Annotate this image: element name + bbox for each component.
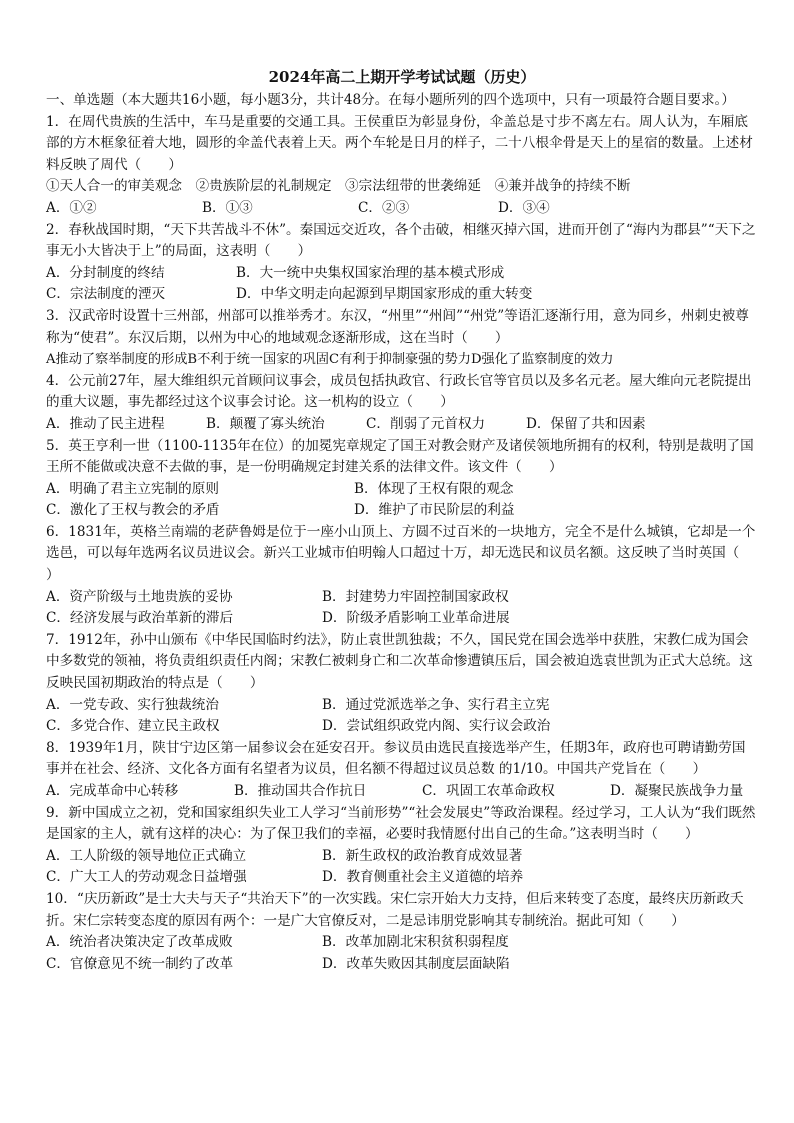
options-row [46,932,758,954]
options-row [46,284,758,306]
options-row [46,479,758,501]
options-row [46,608,758,630]
option-c[interactable]: C．经济发展与政治革新的滞后 [46,610,234,627]
question-stem: 3．汉武帝时设置十三州部，州部可以推举秀才。东汉，“州里”“州闾”“州党”等语汇逐渐行用，意为同乡，州刺史被尊称为“使君”。东汉后期，以州为中心的地域观念逐渐形成，这在当时（ ） [46,307,749,346]
options-row [46,500,758,522]
option-d[interactable]: D．教育侧重社会主义道德的培养 [322,869,524,886]
question-7 [46,630,758,738]
option-c[interactable]: C．官僚意见不统一制约了改革 [46,955,234,972]
option-b[interactable]: B．封建势力牢固控制国家政权 [322,588,509,605]
option-a[interactable]: A．①② [46,199,97,216]
options-row [46,695,758,717]
option-b[interactable]: B．体现了王权有限的观念 [354,480,514,497]
options-row [46,716,758,738]
option-c[interactable]: C．宗法制度的湮灭 [46,286,166,303]
option-a[interactable]: A．完成革命中心转移 [46,783,179,799]
options-row [46,263,758,285]
options-row [46,414,758,436]
option-d[interactable]: D．尝试组织政党内阁、实行议会政治 [322,718,551,735]
question-6 [46,522,767,630]
options-row [46,781,758,803]
option-d[interactable]: D．阶级矛盾影响工业革命进展 [322,610,510,627]
question-stem: 6．1831年，英格兰南端的老萨鲁姆是位于一座小山顶上、方圆不过百米的一块地方，完全不是什么城镇，它却是一个选邑，可以每年选两名议员进议会。新兴工业城市伯明翰人口超过十万，却无选民和议员名额。这反映了当时英国（ ） [46,523,767,584]
option-a[interactable]: A．一党专政、实行独裁统治 [46,696,219,713]
question-stem: 4．公元前27年，屋大维组织元首顾问议事会，成员包括执政官、行政长官等官员以及多名元老。屋大维向元老院提出的重大议题，事先都经过这个议事会讨论。这一机构的设立（ ） [46,372,752,411]
option-b[interactable]: B．改革加剧北宋积贫积弱程度 [322,934,509,951]
question-stem: 2．春秋战国时期，“天下共苦战斗不休”。秦国远交近攻，各个击破，相继灭掉六国，进而开创了“海内为郡县”“天下之事无小大皆决于上”的局面，这表明（ ） [46,221,756,260]
option-d[interactable]: D．改革失败因其制度层面缺陷 [322,955,510,972]
option-c[interactable]: C．②③ [358,199,410,216]
option-d[interactable]: D强化了监察制度的效力 [470,352,614,368]
question-stem: 8．1939年1月，陕甘宁边区第一届参议会在延安召开。参议员由选民直接选举产生，任期3年，政府也可聘请勤劳国事并在社会、经济、文化各方面有名望者为议员，但名额不得超过议员总数 的1/10。中国共产党旨在（ ） [46,739,746,778]
question-1 [46,112,758,220]
option-b[interactable]: B．推动国共合作抗日 [234,783,367,799]
question-8 [46,738,758,803]
option-a[interactable]: A．推动了民主进程 [46,415,165,432]
options-row [46,867,758,889]
option-a[interactable]: A．明确了君主立宪制的原则 [46,480,219,497]
option-b[interactable]: B．大一统中央集权国家治理的基本模式形成 [236,264,505,281]
option-c[interactable]: C有利于抑制豪强的势力 [328,352,471,368]
question-stem: 7．1912年，孙中山颁布《中华民国临时约法》，防止袁世凯独裁；不久，国民党在国会选举中获胜，宋教仁成为国会中多数党的领袖，将负责组织责任内阁；宋教仁被刺身亡和二次革命惨遭镇压后，国会被迫选袁世凯为正式大总统。这反映民国初期政治的特点是（ ） [46,631,753,692]
option-a[interactable]: A推动了察举制度的形成 [46,352,188,368]
option-c[interactable]: C．削弱了元首权力 [366,415,486,432]
options-row [46,954,758,976]
question-10 [46,889,758,975]
question-statements: ①天人合一的审美观念 ②贵族阶层的礼制规定 ③宗法纽带的世袭绵延 ④兼并战争的持续不断 [46,178,631,195]
option-c[interactable]: C．激化了王权与教会的矛盾 [46,502,220,519]
option-d[interactable]: D．中华文明走向起源到早期国家形成的重大转变 [236,286,533,303]
option-b[interactable]: B不利于统一国家的巩固 [187,352,329,368]
option-c[interactable]: C．巩固工农革命政权 [422,783,555,799]
section-header: 一、单选题（本大题共16小题，每小题3分，共计48分。在每小题所列的四个选项中，只有一项最符合题目要求。） [46,92,735,108]
question-2 [46,220,758,306]
options-row [46,349,758,371]
option-c[interactable]: C．广大工人的劳动观念日益增强 [46,869,247,886]
option-d[interactable]: D．凝聚民族战争力量 [610,783,744,799]
question-stem: 1．在周代贵族的生活中，车马是重要的交通工具。王侯重臣为彰显身份，伞盖总是寸步不离左右。周人认为，车厢底部的方木框象征着大地，圆形的伞盖代表着上天。两个车轮是日月的样子，二十八根伞骨是天上的星宿的数量。上述材料反映了周代（ ） [46,113,753,173]
question-9 [46,803,758,889]
option-b[interactable]: B．新生政权的政治教育成效显著 [322,847,523,864]
option-b[interactable]: B．①③ [202,199,253,216]
option-a[interactable]: A．工人阶级的领导地位正式确立 [46,847,247,864]
option-a[interactable]: A．统治者决策决定了改革成败 [46,934,233,951]
question-4 [46,371,758,436]
option-d[interactable]: D．保留了共和因素 [526,415,646,432]
question-stem: 10．“庆历新政”是士大夫与天子“共治天下”的一次实践。宋仁宗开始大力支持，但后来转变了态度，最终庆历新政夭折。宋仁宗转变态度的原因有两个：一是广大官僚反对，二是忌讳朋党影响其专制统治。据此可知（ ） [46,890,744,929]
option-b[interactable]: B．通过党派选举之争、实行君主立宪 [322,696,550,713]
option-a[interactable]: A．资产阶级与土地贵族的妥协 [46,588,233,605]
question-stem: 5．英王亨利一世（1100-1135年在位）的加冕宪章规定了国王对教会财产及诸侯领地所拥有的权利，特别是裁明了国王所不能做或决意不去做的事，是一份明确规定封建关系的法律文件。该文件（ ） [46,437,754,476]
option-d[interactable]: D．③④ [498,199,550,216]
options-row [46,846,758,868]
option-b[interactable]: B．颠覆了寡头统治 [206,415,325,432]
question-5 [46,436,758,522]
option-c[interactable]: C．多党合作、建立民主政权 [46,718,220,735]
question-stem: 9．新中国成立之初，党和国家组织失业工人学习“当前形势”“社会发展史”等政治课程。经过学习，工人认为“我们既然是国家的主人，就有这样的决心：为了保卫我们的幸福，必要时我情愿付出自己的生命。”这表明当时（ ） [46,804,756,843]
options-row [46,198,758,220]
question-3 [46,306,758,371]
exam-title: 2024年高二上期开学考试试题（历史） [268,68,536,86]
option-d[interactable]: D．维护了市民阶层的利益 [354,502,515,519]
options-row [46,587,758,609]
option-a[interactable]: A．分封制度的终结 [46,264,165,281]
